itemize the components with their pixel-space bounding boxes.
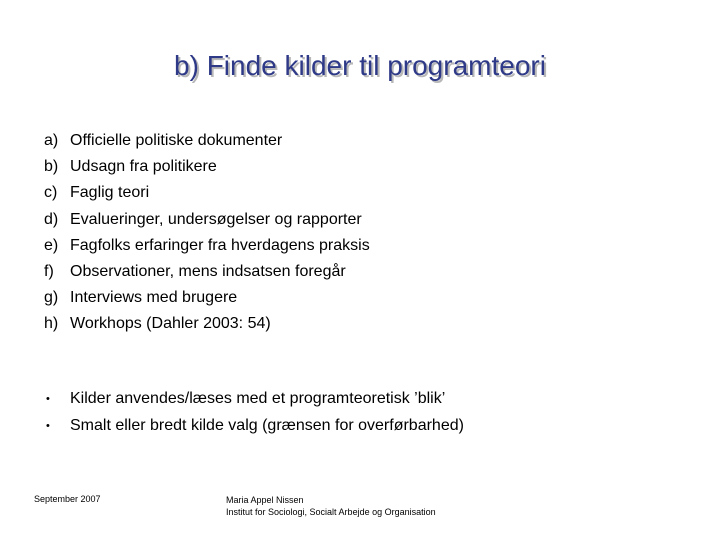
list-item [44, 285, 370, 311]
list-marker: e) [44, 236, 59, 254]
list-marker: d) [44, 210, 59, 228]
sources-list [44, 128, 370, 338]
list-item-text: Officielle politiske dokumenter [70, 132, 283, 149]
list-item [44, 154, 370, 180]
bullet-item-text: Kilder anvendes/læses med et programteoretisk ’blik’ [70, 390, 446, 407]
list-item-text: Fagfolks erfaringer fra hverdagens praksis [70, 236, 370, 254]
list-item-text: Udsagn fra politikere [70, 158, 217, 176]
bullet-icon: • [46, 419, 50, 432]
list-marker: a) [44, 132, 59, 149]
bullet-item [44, 413, 464, 440]
list-item [44, 311, 370, 337]
list-item [44, 128, 370, 154]
list-item-text: Interviews med brugere [70, 289, 238, 307]
list-item-text: Evalueringer, undersøgelser og rapporter [70, 210, 362, 228]
list-marker: g) [44, 289, 59, 307]
bullet-item-text: Smalt eller bredt kilde valg (grænsen for overførbarhed) [70, 416, 464, 434]
list-marker: h) [44, 315, 59, 333]
list-item-text: Observationer, mens indsatsen foregår [70, 262, 346, 280]
list-item [44, 180, 370, 206]
list-item [44, 259, 370, 285]
bullet-item [44, 386, 464, 413]
footer-author-block [226, 494, 436, 518]
list-item-text: Workhops (Dahler 2003: 54) [70, 315, 271, 333]
bullet-icon: • [46, 393, 50, 405]
list-marker: f) [44, 262, 54, 280]
footer-date: September 2007 [34, 494, 101, 504]
list-marker: b) [44, 158, 59, 176]
footer-author-name: Maria Appel Nissen [226, 495, 304, 505]
list-item [44, 233, 370, 259]
list-item [44, 207, 370, 233]
slide-title: b) Finde kilder til programteori [174, 50, 546, 81]
list-item-text: Faglig teori [70, 184, 150, 202]
list-marker: c) [44, 184, 58, 202]
footer-institution: Institut for Sociologi, Socialt Arbejde og Organisation [226, 507, 436, 517]
bullet-list [44, 386, 464, 439]
